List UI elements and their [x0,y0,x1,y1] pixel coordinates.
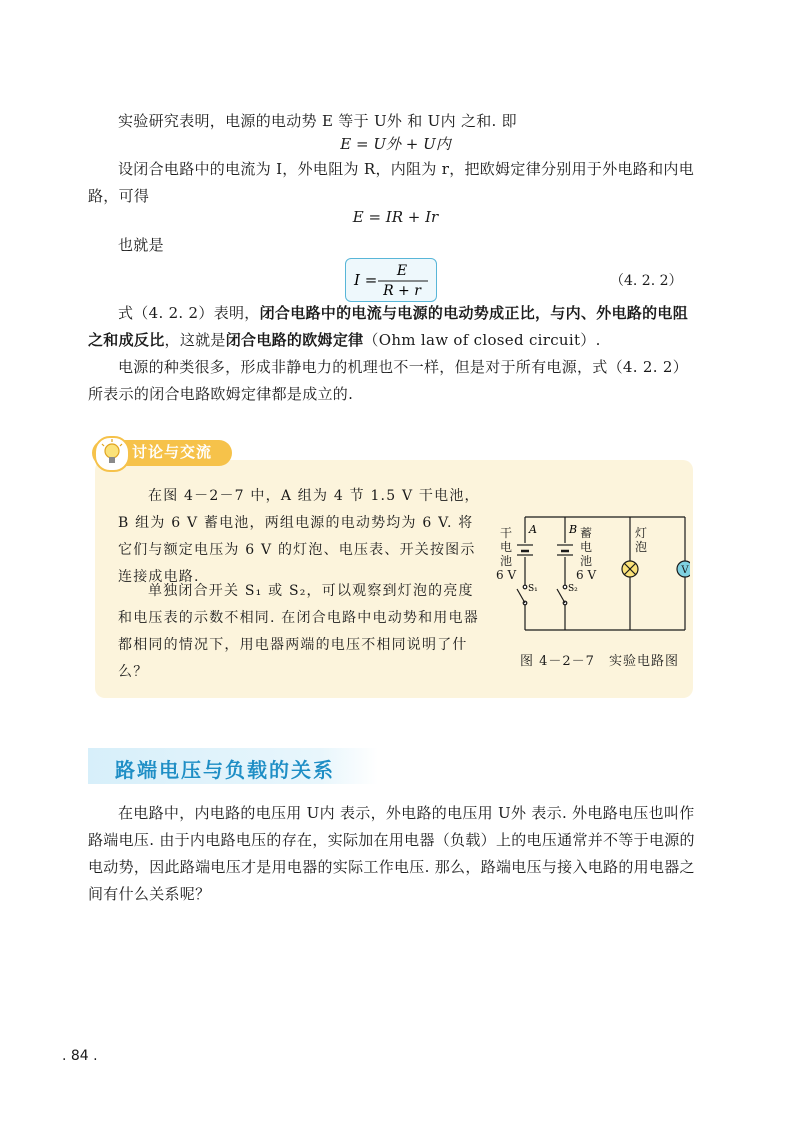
discussion-text-1: 在图 4－2－7 中，A 组为 4 节 1.5 V 干电池，B 组为 6 V 蓄电池，两组电源的电动势均为 6 V. 将它们与额定电压为 6 V 的灯泡、电压表、开关按图示连接成电路. [118,488,480,585]
label-dry-battery: 干 电 池 6 V [496,526,517,582]
figure-caption: 图 4－2－7 实验电路图 [520,654,679,669]
conclusion-part-e: （Ohm law of closed circuit）. [363,331,601,349]
section-paragraph: 在电路中，内电路的电压用 U内 表示，外电路的电压用 U外 表示. 外电路电压也叫作路端电压. 由于内电路电压的存在，实际加在用电器（负载）上的电压通常并不等于电源的电动势，因此路端电压才是用电器的实际工作电压. 那么，路端电压与接入电路的用电器之间有什么关系呢？ [88,804,695,903]
battery-b-icon [557,545,573,555]
discussion-text-2: 单独闭合开关 S₁ 或 S₂，可以观察到灯泡的亮度和电压表的示数不相同. 在闭合电路中电动势和用电器都相同的情况下，用电器两端的电压不相同说明了什么？ [118,583,479,680]
equation-number: （4. 2. 2） [610,273,683,289]
label-storage-battery: 蓄 电 池 6 V [576,526,597,582]
formula-numerator: E [396,263,408,279]
section-title: 路端电压与负载的关系 [115,758,335,782]
battery-a-icon [517,545,533,555]
formula-lhs: I = [354,271,378,289]
label-b: B [569,523,578,536]
paragraph-source-types: 电源的种类很多，形成非静电力的机理也不一样，但是对于所有电源，式（4. 2. 2）所表示的闭合电路欧姆定律都是成立的. [88,358,689,403]
fraction-formula [346,259,436,301]
conclusion-part-c: ，这就是 [164,331,226,349]
label-s2: S₂ [568,584,578,594]
page-number: . 84 . [62,1048,98,1064]
voltmeter-label: V [681,565,689,576]
switch-s1-icon [517,585,527,605]
paragraph-that-is: 也就是 [118,236,164,254]
lamp-icon [622,561,638,577]
paragraph-ohm-setup: 设闭合电路中的电流为 I，外电阻为 R，内阻为 r，把欧姆定律分别用于外电路和内电路，可得 [88,160,694,205]
voltmeter-icon [677,561,690,577]
equation-emf-ir: E = IR + Ir [352,208,439,226]
label-s1: S₁ [528,584,538,594]
paragraph-conclusion [88,300,703,354]
lightbulb-icon [94,436,130,472]
formula-denominator: R + r [383,283,421,299]
conclusion-bold-law: 闭合电路中的电流与电源的电动势成正比，与内、外电路的电阻之和成反比 [88,304,689,349]
label-a: A [529,523,537,536]
equation-emf-sum: E = U外 + U内 [340,135,451,153]
discussion-title: 讨论与交流 [132,443,213,461]
conclusion-bold-name: 闭合电路的欧姆定律 [225,331,364,349]
label-lamp: 灯 泡 [634,526,647,554]
paragraph-intro: 实验研究表明，电源的电动势 E 等于 U外 和 U内 之和. 即 [118,112,517,130]
switch-s2-icon [557,585,567,605]
conclusion-part-a: 式（4. 2. 2）表明， [118,304,260,322]
formula-box [345,258,437,302]
